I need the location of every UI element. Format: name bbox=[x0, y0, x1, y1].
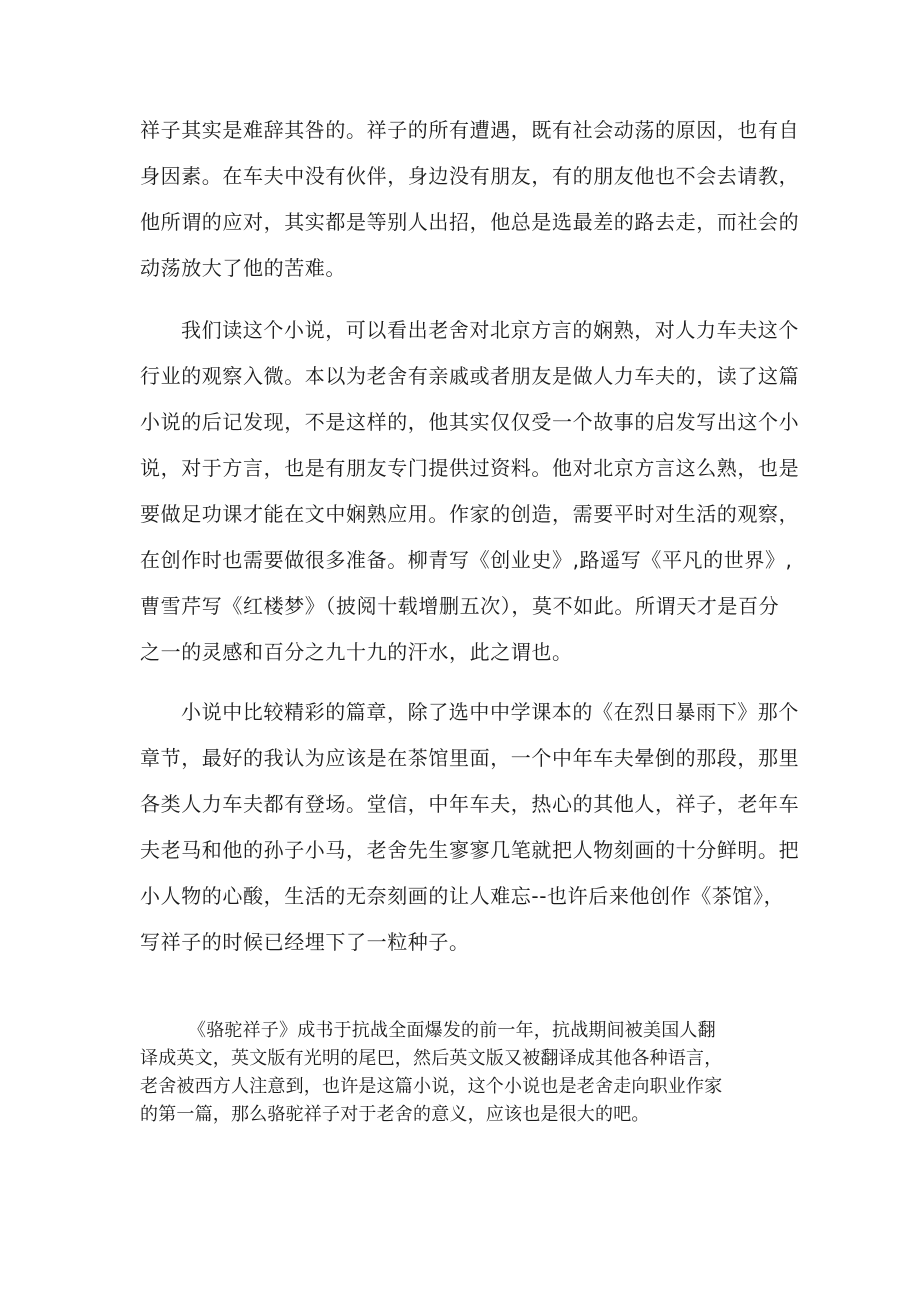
text-line: 我们读这个小说，可以看出老舍对北京方言的娴熟，对人力车夫这个 bbox=[181, 318, 799, 342]
text-line: 章节，最好的我认为应该是在茶馆里面，一个中年车夫晕倒的那段，那里 bbox=[140, 746, 800, 770]
text-line: 小说中比较精彩的篇章，除了选中中学课本的《在烈日暴雨下》那个 bbox=[181, 700, 799, 724]
text-line: 小说的后记发现，不是这样的，他其实仅仅受一个故事的启发写出这个小 bbox=[140, 410, 800, 434]
text-line: 写祥子的时候已经埋下了一粒种子。 bbox=[140, 930, 470, 954]
text-line: 他所谓的应对，其实都是等别人出招，他总是选最差的路去走，而社会的 bbox=[140, 210, 800, 234]
text-line: 《骆驼祥子》成书于抗战全面爆发的前一年，抗战期间被美国人翻 bbox=[188, 1020, 716, 1041]
paragraph-3 bbox=[140, 689, 800, 965]
text-line: 之一的灵感和百分之九十九的汗水，此之谓也。 bbox=[140, 640, 573, 664]
paragraph-1 bbox=[140, 107, 800, 291]
text-line: 祥子其实是难辞其咎的。祥子的所有遭遇，既有社会动荡的原因，也有自 bbox=[140, 118, 800, 142]
text-line: 身因素。在车夫中没有伙伴，身边没有朋友，有的朋友他也不会去请教， bbox=[140, 164, 800, 188]
text-line: 老舍被西方人注意到，也许是这篇小说，这个小说也是老舍走向职业作家 bbox=[140, 1076, 723, 1097]
text-line: 在创作时也需要做很多准备。柳青写《创业史》,路遥写《平凡的世界》, bbox=[140, 548, 793, 572]
text-line: 各类人力车夫都有登场。堂信，中年车夫，热心的其他人，祥子，老年车 bbox=[140, 792, 800, 816]
text-line: 译成英文，英文版有光明的尾巴，然后英文版又被翻译成其他各种语言， bbox=[140, 1048, 723, 1069]
paragraph-4 bbox=[140, 1017, 790, 1129]
text-line: 要做足功课才能在文中娴熟应用。作家的创造，需要平时对生活的观察， bbox=[140, 502, 800, 526]
text-line: 小人物的心酸，生活的无奈刻画的让人难忘--也许后来他创作《茶馆》， bbox=[140, 884, 785, 908]
text-line: 的第一篇，那么骆驼祥子对于老舍的意义，应该也是很大的吧。 bbox=[140, 1104, 650, 1125]
text-line: 曹雪芹写《红楼梦》（披阅十载增删五次），莫不如此。所谓天才是百分 bbox=[140, 594, 780, 618]
text-line: 夫老马和他的孙子小马，老舍先生寥寥几笔就把人物刻画的十分鲜明。把 bbox=[140, 838, 800, 862]
text-line: 动荡放大了他的苦难。 bbox=[140, 256, 346, 280]
paragraph-2 bbox=[140, 307, 800, 675]
text-line: 行业的观察入微。本以为老舍有亲戚或者朋友是做人力车夫的，读了这篇 bbox=[140, 364, 800, 388]
text-line: 说，对于方言，也是有朋友专门提供过资料。他对北京方言这么熟，也是 bbox=[140, 456, 800, 480]
